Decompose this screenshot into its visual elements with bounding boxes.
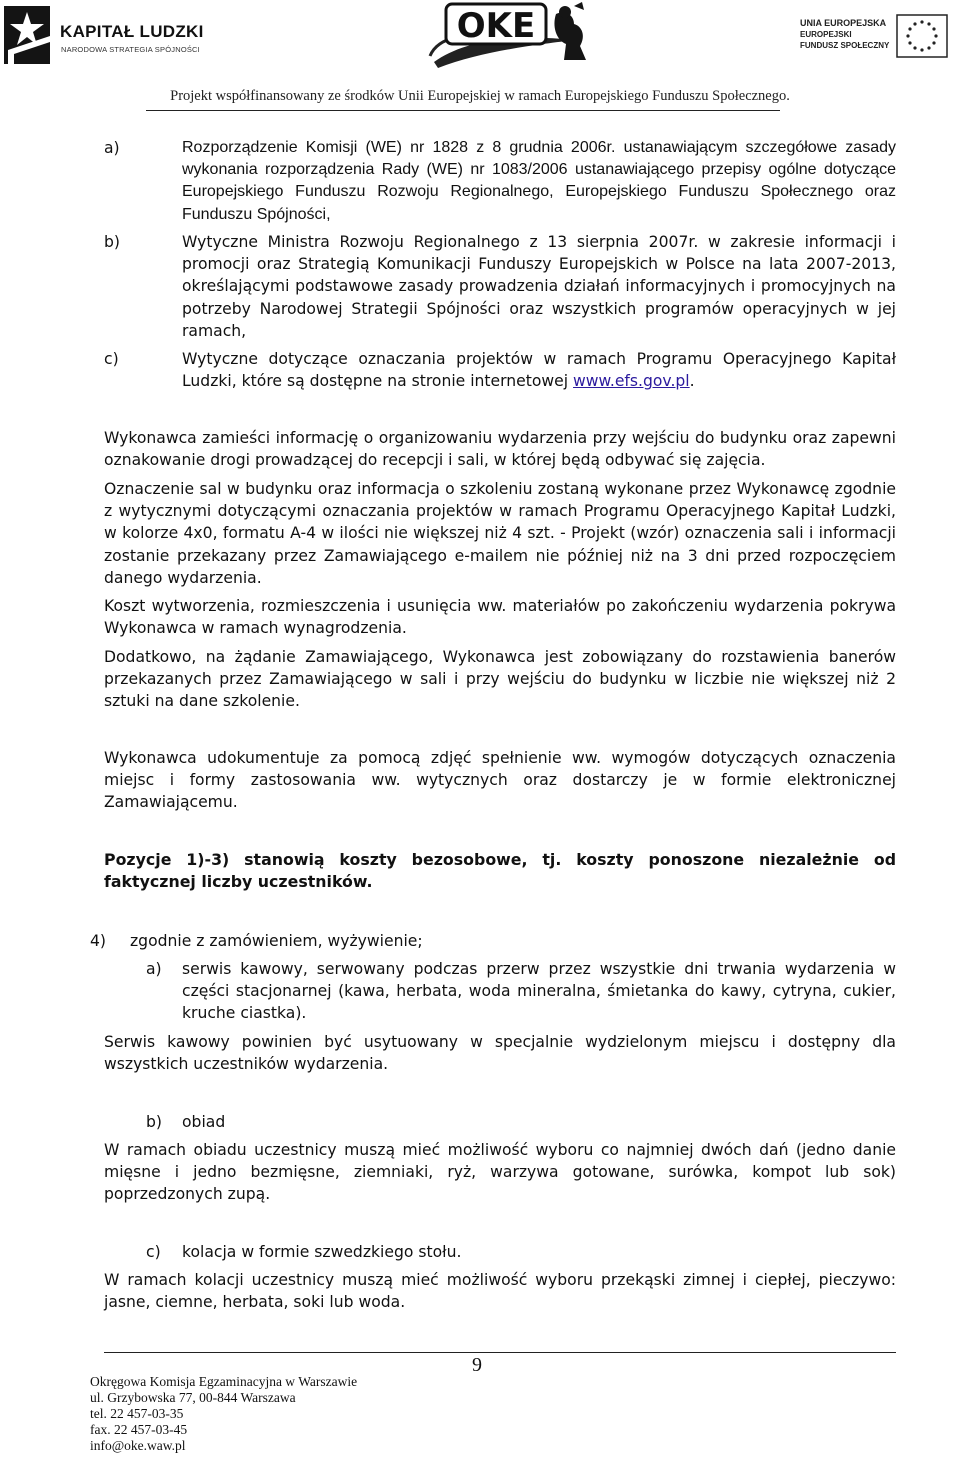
header-divider <box>146 110 780 111</box>
paragraph-photo-documentation: Wykonawca udokumentuje za pomocą zdjęć spełnienie ww. wymogów dotyczących oznaczenia miejsc i formy zastosowania ww. wytycznych oraz dostarczy je w formie elektronicznej Zamawiającemu. <box>104 749 896 812</box>
footer-divider <box>104 1352 896 1353</box>
item-4a-coffee-service: serwis kawowy, serwowany podczas przerw przez wszystkie dni trwania wydarzenia w części stacjonarnej (kawa, herbata, woda mineralna, śmietanka do kawy, cytryna, cukier, kruche ciastka). <box>182 960 896 1023</box>
list-item-c-body: Wytyczne dotyczące oznaczania projektów w ramach Programu Operacyjnego Kapitał Ludzki, które są dostępne na stronie internetowej <box>182 350 896 391</box>
efs-website-link[interactable]: www.efs.gov.pl <box>573 372 690 391</box>
eu-line-1: UNIA EUROPEJSKA <box>800 18 887 28</box>
kapital-ludzki-mark-icon <box>4 6 54 64</box>
item-4-text: zgodnie z zamówieniem, wyżywienie; <box>130 932 423 950</box>
item-4c-marker: c) <box>146 1243 161 1261</box>
paragraph-costs-note: Pozycje 1)-3) stanowią koszty bezosobowe, tj. koszty ponoszone niezależnie od faktycznej liczby uczestników. <box>104 850 896 892</box>
item-4b-note: W ramach obiadu uczestnicy muszą mieć możliwość wyboru co najmniej dwóch dań (jedno danie mięsne i jedno bezmięsne, ziemniaki, ryż, warzywa gotowane, surówka, kompot lub sok) poprzedzonych zupą. <box>104 1141 896 1204</box>
footer-phone: tel. 22 457-03-35 <box>90 1405 184 1421</box>
oke-logo-text: OKE <box>456 6 536 46</box>
list-marker-a: a) <box>104 139 120 157</box>
paragraph-room-marking: Oznaczenie sal w budynku oraz informacja o szkoleniu zostaną wykonane przez Wykonawcę zgodnie z wytycznymi dotyczącymi oznaczania projektów w ramach Programu Operacyjnego Kapitał Ludzki, w kolorze 4x0, formatu A-4 w ilości nie większej niż 4 szt. - Projekt (wzór) oznaczenia sali i informacji zostanie przekazany przez Zamawiającego e-mailem nie później niż na 3 dni przed rozpoczęciem danego wydarzenia. <box>104 480 896 587</box>
list-marker-c: c) <box>104 350 119 368</box>
paragraph-banners: Dodatkowo, na żądanie Zamawiającego, Wykonawca jest zobowiązany do rozstawienia banerów przekazanych przez Zamawiającego w sali i przy wejściu do budynku w liczbie nie większej niż 2 sztuki na dane szkolenie. <box>104 648 896 711</box>
oke-logo-graphic-icon <box>424 0 610 74</box>
footer-institution: Okręgowa Komisja Egzaminacyjna w Warszawie <box>90 1374 358 1389</box>
eu-flag-icon <box>896 14 948 58</box>
project-cofinancing-note: Projekt współfinansowany ze środków Unii Europejskiej w ramach Europejskiego Funduszu Społecznego. <box>170 88 790 104</box>
paragraph-material-costs: Koszt wytworzenia, rozmieszczenia i usunięcia ww. materiałów po zakończeniu wydarzenia pokrywa Wykonawca w ramach wynagrodzenia. <box>104 597 896 638</box>
item-4a-marker: a) <box>146 960 162 978</box>
footer-street: ul. Grzybowska 77, 00-844 Warszawa <box>90 1389 296 1405</box>
page-number: 9 <box>472 1354 482 1376</box>
item-4c-note: W ramach kolacji uczestnicy muszą mieć możliwość wyboru przekąski zimnej i ciepłej, pieczywo: jasne, ciemne, herbata, soki lub woda. <box>104 1271 896 1312</box>
item-4a-note: Serwis kawowy powinien być usytuowany w specjalnie wydzielonym miejscu i dostępny dla wszystkich uczestników wydarzenia. <box>104 1033 896 1074</box>
kapital-ludzki-logo <box>4 6 204 64</box>
eu-line-3: FUNDUSZ SPOŁECZNY <box>800 41 890 50</box>
oke-logo <box>424 0 610 74</box>
eu-line-2: EUROPEJSKI <box>800 30 852 39</box>
item-4b-marker: b) <box>146 1113 162 1131</box>
kapital-ludzki-title: KAPITAŁ LUDZKI <box>60 22 204 41</box>
item-4b-lunch: obiad <box>182 1113 226 1131</box>
eu-logo <box>800 12 952 62</box>
item-4c-dinner: kolacja w formie szwedzkiego stołu. <box>182 1243 462 1261</box>
list-item-b-text: Wytyczne Ministra Rozwoju Regionalnego z 13 sierpnia 2007r. w zakresie informacji i promocji oraz Strategią Komunikacji Funduszy Europejskich w Polsce na lata 2007-2013, określającymi podstawowe zasady prowadzenia działań informacyjnych i promocyjnych na potrzeby Narodowej Strategii Spójności oraz wszystkich programów operacyjnych w jej ramach, <box>182 233 896 340</box>
kapital-ludzki-subtitle: NARODOWA STRATEGIA SPÓJNOŚCI <box>61 45 200 54</box>
list-item-a-text: Rozporządzenie Komisji (WE) nr 1828 z 8 grudnia 2006r. ustanawiającym szczegółowe zasady wykonania rozporządzenia Rady (WE) nr 1083/2006 ustanawiającego przepisy ogólne dotyczące Europejskiego Funduszu Rozwoju Regionalnego, Europejskiego Funduszu Społecznego oraz Funduszu Spójności, <box>182 139 896 223</box>
footer-fax: fax. 22 457-03-45 <box>90 1421 188 1437</box>
list-marker-b: b) <box>104 233 120 251</box>
paragraph-signage-entrance: Wykonawca zamieści informację o organizowaniu wydarzenia przy wejściu do budynku oraz zapewni oznakowanie drogi prowadzącej do recepcji i sali, w której będą odbywać się zajęcia. <box>104 429 896 470</box>
list-item-c-end: . <box>689 372 695 391</box>
list-item-c-text <box>182 348 896 392</box>
item-4-marker: 4) <box>90 932 107 950</box>
footer-email: info@oke.waw.pl <box>90 1437 186 1453</box>
footer-address <box>90 1374 357 1454</box>
